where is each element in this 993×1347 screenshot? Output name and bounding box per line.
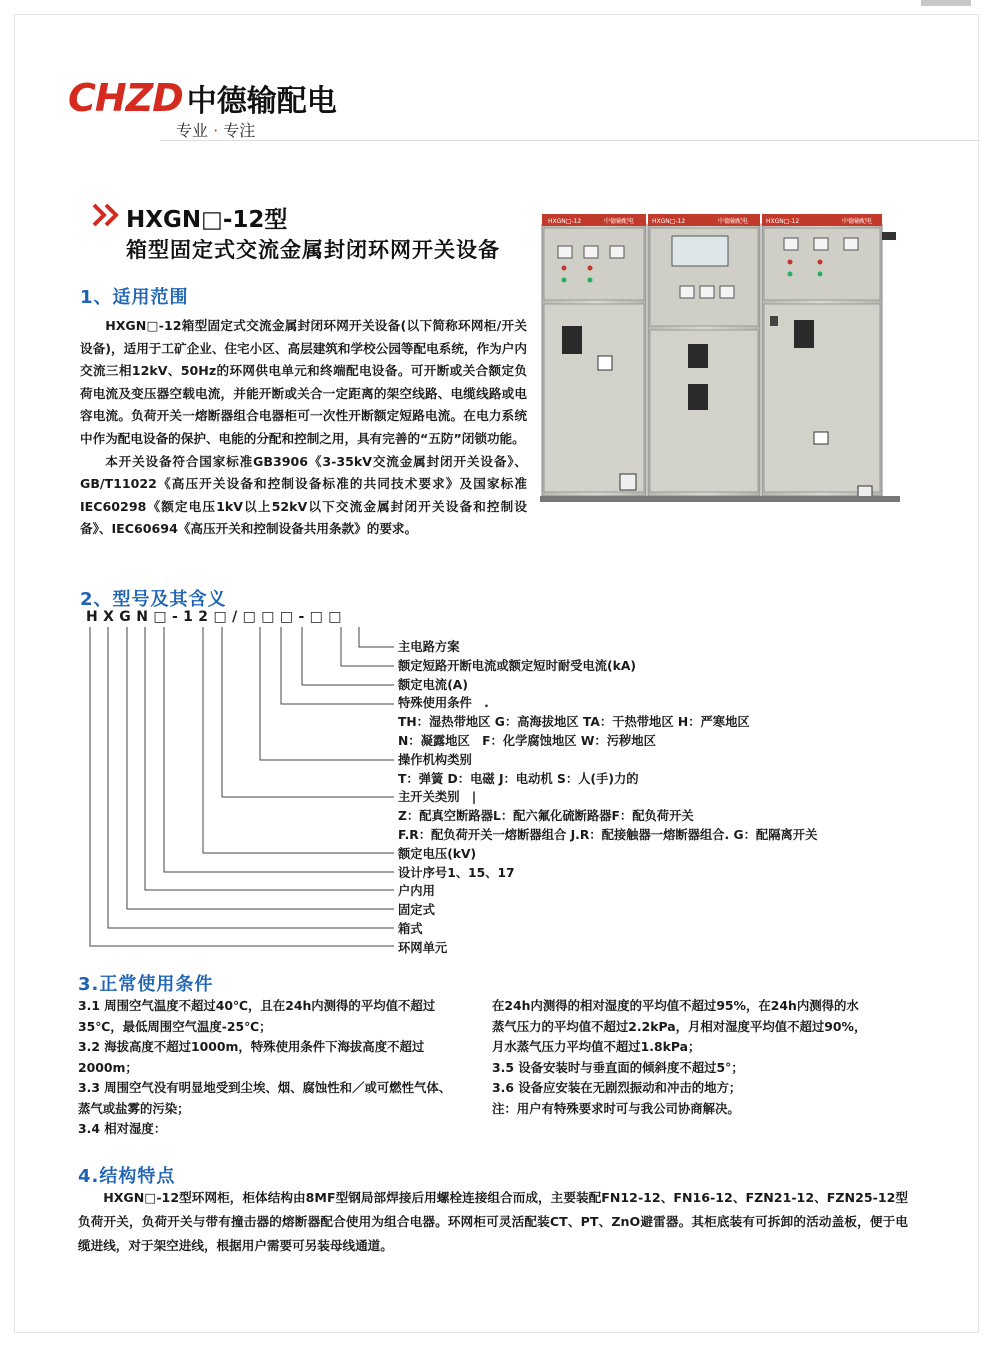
legend-item: 额定电压(kV) — [398, 846, 477, 861]
condition-item: 在24h内测得的相对湿度的平均值不超过95%，在24h内测得的水蒸气压力的平均值不超过2.2kPa，月相对湿度平均值不超过90%，月水蒸气压力平均值不超过1.8kPa； — [492, 998, 867, 1054]
condition-item: 3.5 设备安装时与垂直面的倾斜度不超过5°； — [492, 1059, 744, 1075]
condition-item: 3.3 周围空气没有明显地受到尘埃、烟、腐蚀性和／或可燃性气体、蒸气或盐雾的污染； — [78, 1080, 452, 1116]
legend-item: TH：湿热带地区 G：高海拔地区 TA：干热带地区 H：严寒地区 — [398, 715, 750, 730]
logo-company-name: 中德输配电 — [186, 84, 337, 119]
legend-item: 主开关类别 | — [398, 790, 477, 805]
condition-item: 3.2 海拔高度不超过1000m，特殊使用条件下海拔高度不超过2000m； — [78, 1039, 425, 1075]
legend-item: 额定短路开断电流或额定短时耐受电流(kA) — [398, 658, 636, 673]
section-1-paragraph-2: 本开关设备符合国家标准GB3906《3-35kV交流金属封闭开关设备》、GB/T11022《高压开关设备和控制设备标准的共同技术要求》及国家标准IEC60298《额定电压1kV以上52kV以下交流金属封闭开关设备和控制设备》、IEC60694《高压开关和控制设备共用条款》的要求。 — [80, 453, 527, 537]
company-logo — [68, 76, 337, 120]
cabinet-label-4: 中德输配电 — [718, 218, 749, 225]
section-1-body — [80, 315, 527, 541]
section-1-paragraph-1: HXGN□-12箱型固定式交流金属封闭环网开关设备(以下简称环网柜/开关设备)，适用于工矿企业、住宅小区、高层建筑和学校公园等配电系统，作为户内交流三相12kV、50Hz的环网供电单元和终端配电设备。可开断或关合额定负荷电流及变压器空载电流，并能开断或关合一定距离的架空线路、电缆线路或电容电流。负荷开关一熔断器组合电器柜可一次性开断额定短路电流。在电力系统中作为配电设备的保护、电能的分配和控制之用，具有完善的“五防”闭锁功能。 — [80, 318, 527, 446]
section-2-heading: 2、型号及其含义 — [80, 589, 227, 610]
legend-item: 主电路方案 — [398, 640, 460, 654]
condition-item: 3.4 相对湿度： — [78, 1121, 167, 1136]
section-3-columns — [78, 996, 868, 1140]
corner-bar — [921, 0, 971, 6]
model-title: HXGN□-12型 — [126, 207, 288, 233]
legend-item: 户内用 — [398, 884, 435, 899]
cabinet-label-5: HXGN□-12 — [766, 218, 800, 225]
legend-item: 额定电流(A) — [398, 677, 468, 692]
cabinet-label-3: HXGN□-12 — [652, 218, 686, 225]
section-3-left-column — [78, 996, 460, 1140]
section-4-heading: 4.结构特点 — [78, 1166, 176, 1187]
legend-item: 操作机构类别 — [398, 752, 472, 767]
legend-item: 特殊使用条件 . — [398, 696, 489, 711]
tagline — [176, 118, 255, 141]
section-1-heading: 1、适用范围 — [80, 287, 189, 308]
tagline-dot: · — [213, 121, 219, 140]
model-code-legend — [398, 638, 817, 958]
cabinet-label-6: 中德输配电 — [842, 218, 873, 225]
legend-item: 固定式 — [398, 903, 435, 918]
legend-item: T：弹簧 D：电磁 J：电动机 S：人(手)力的 — [398, 771, 639, 786]
tagline-part-b: 专注 — [223, 121, 256, 140]
legend-item: F.R：配负荷开关一熔断器组合 J.R：配接触器一熔断器组合. G：配隔离开关 — [398, 827, 818, 842]
header-divider — [160, 140, 980, 141]
tagline-part-a: 专业 — [176, 121, 209, 140]
cabinet-label-2: 中德输配电 — [604, 218, 635, 225]
condition-item: 注：用户有特殊要求时可与我公司协商解决。 — [492, 1100, 740, 1116]
switchgear-photo — [540, 206, 900, 516]
cabinet-label-1: HXGN□-12 — [548, 218, 582, 225]
section-3-right-column — [492, 996, 868, 1140]
legend-item: 设计序号1、15、17 — [398, 865, 515, 880]
product-title: 箱型固定式交流金属封闭环网开关设备 — [126, 238, 500, 262]
section-4-paragraph: HXGN□-12型环网柜，柜体结构由8MF型钢局部焊接后用螺栓连接组合而成，主要装配FN12-12、FN16-12、FZN21-12、FZN25-12型负荷开关，负荷开关与带有撞击器的熔断器配合使用为组合电器。环网柜可灵活配装CT、PT、ZnO避雷器。其柜底装有可拆卸的活动盖板，便于电缆进线，对于架空进线，根据用户需要可另装母线通道。 — [78, 1190, 908, 1253]
logo-mark: CHZD — [68, 76, 183, 120]
section-3-heading: 3.正常使用条件 — [78, 974, 214, 995]
double-chevron-icon — [92, 203, 122, 227]
legend-item: 箱式 — [398, 921, 423, 936]
section-4-body — [78, 1186, 908, 1258]
condition-item: 3.6 设备应安装在无剧烈振动和冲击的地方； — [492, 1080, 742, 1095]
model-code: HXGN□-12□/□□□-□□ — [86, 609, 347, 625]
legend-item: 环网单元 — [398, 940, 448, 955]
legend-item: N：凝露地区 F：化学腐蚀地区 W：污秽地区 — [398, 733, 656, 748]
legend-item: Z：配真空断路器L：配六氟化硫断路器F：配负荷开关 — [398, 809, 694, 824]
condition-item: 3.1 周围空气温度不超过40℃，且在24h内测得的平均值不超过35℃，最低周围空气温度-25℃； — [78, 998, 436, 1034]
